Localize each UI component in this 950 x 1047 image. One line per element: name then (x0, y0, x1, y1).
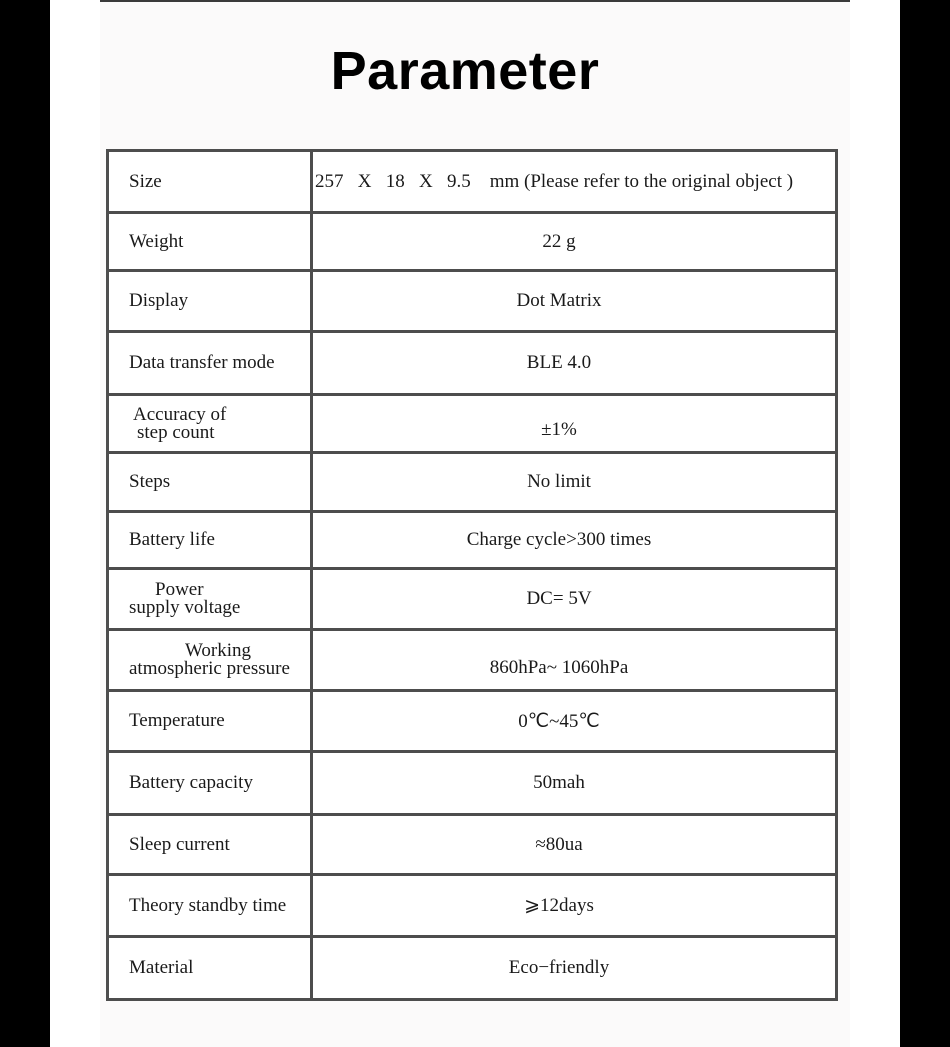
table-row-data-transfer-mode (109, 333, 835, 396)
table-row-display (109, 272, 835, 333)
row-value: BLE 4.0 (526, 352, 592, 373)
row-label: Material (109, 938, 313, 998)
row-value: ⩾12days (524, 895, 594, 916)
row-value: ≈80ua (535, 833, 583, 855)
table-row-accuracy (109, 396, 835, 454)
table-row-material (109, 938, 835, 998)
row-value: 50mah (533, 772, 585, 793)
table-row-size (109, 152, 835, 214)
row-label (109, 570, 313, 628)
row-label-line: Power (155, 579, 204, 600)
row-value: ±1% (541, 419, 577, 440)
row-label: Battery capacity (109, 753, 313, 813)
row-value: 0℃~45℃ (518, 710, 600, 732)
row-label-line: Working (185, 640, 252, 661)
row-label: Weight (109, 214, 313, 269)
row-label-line: atmospheric pressure (129, 658, 290, 679)
row-label: Data transfer mode (109, 333, 313, 393)
row-label: Display (109, 272, 313, 330)
parameter-table (106, 149, 838, 1001)
row-value: DC= 5V (526, 588, 592, 609)
row-value: Eco−friendly (508, 957, 610, 978)
row-value: 860hPa~ 1060hPa (489, 657, 629, 678)
row-label: Sleep current (109, 816, 313, 873)
page-title: Parameter (330, 41, 600, 101)
row-label: Theory standby time (109, 876, 313, 935)
row-label (109, 396, 313, 451)
table-row-power-supply (109, 570, 835, 631)
row-label (109, 631, 313, 689)
table-row-battery-life (109, 513, 835, 570)
row-value: 257 X 18 X 9.5 mm (Please refer to the original object ) (315, 170, 794, 192)
row-label-line: step count (137, 421, 215, 443)
table-row-steps (109, 454, 835, 513)
row-value: 22 g (542, 230, 576, 252)
row-value: Dot Matrix (516, 290, 602, 311)
table-row-temperature (109, 692, 835, 753)
row-label: Temperature (109, 692, 313, 750)
table-row-sleep-current (109, 816, 835, 876)
top-divider (100, 0, 850, 2)
row-label: Size (109, 152, 313, 211)
table-row-battery-capacity (109, 753, 835, 816)
table-row-weight (109, 214, 835, 272)
row-label-line: Accuracy of (133, 403, 227, 425)
row-value: No limit (527, 471, 591, 492)
table-row-standby-time (109, 876, 835, 938)
table-row-pressure (109, 631, 835, 692)
row-label: Steps (109, 454, 313, 510)
row-value: Charge cycle>300 times (466, 529, 652, 550)
row-label-line: supply voltage (129, 597, 241, 618)
row-label: Battery life (109, 513, 313, 567)
